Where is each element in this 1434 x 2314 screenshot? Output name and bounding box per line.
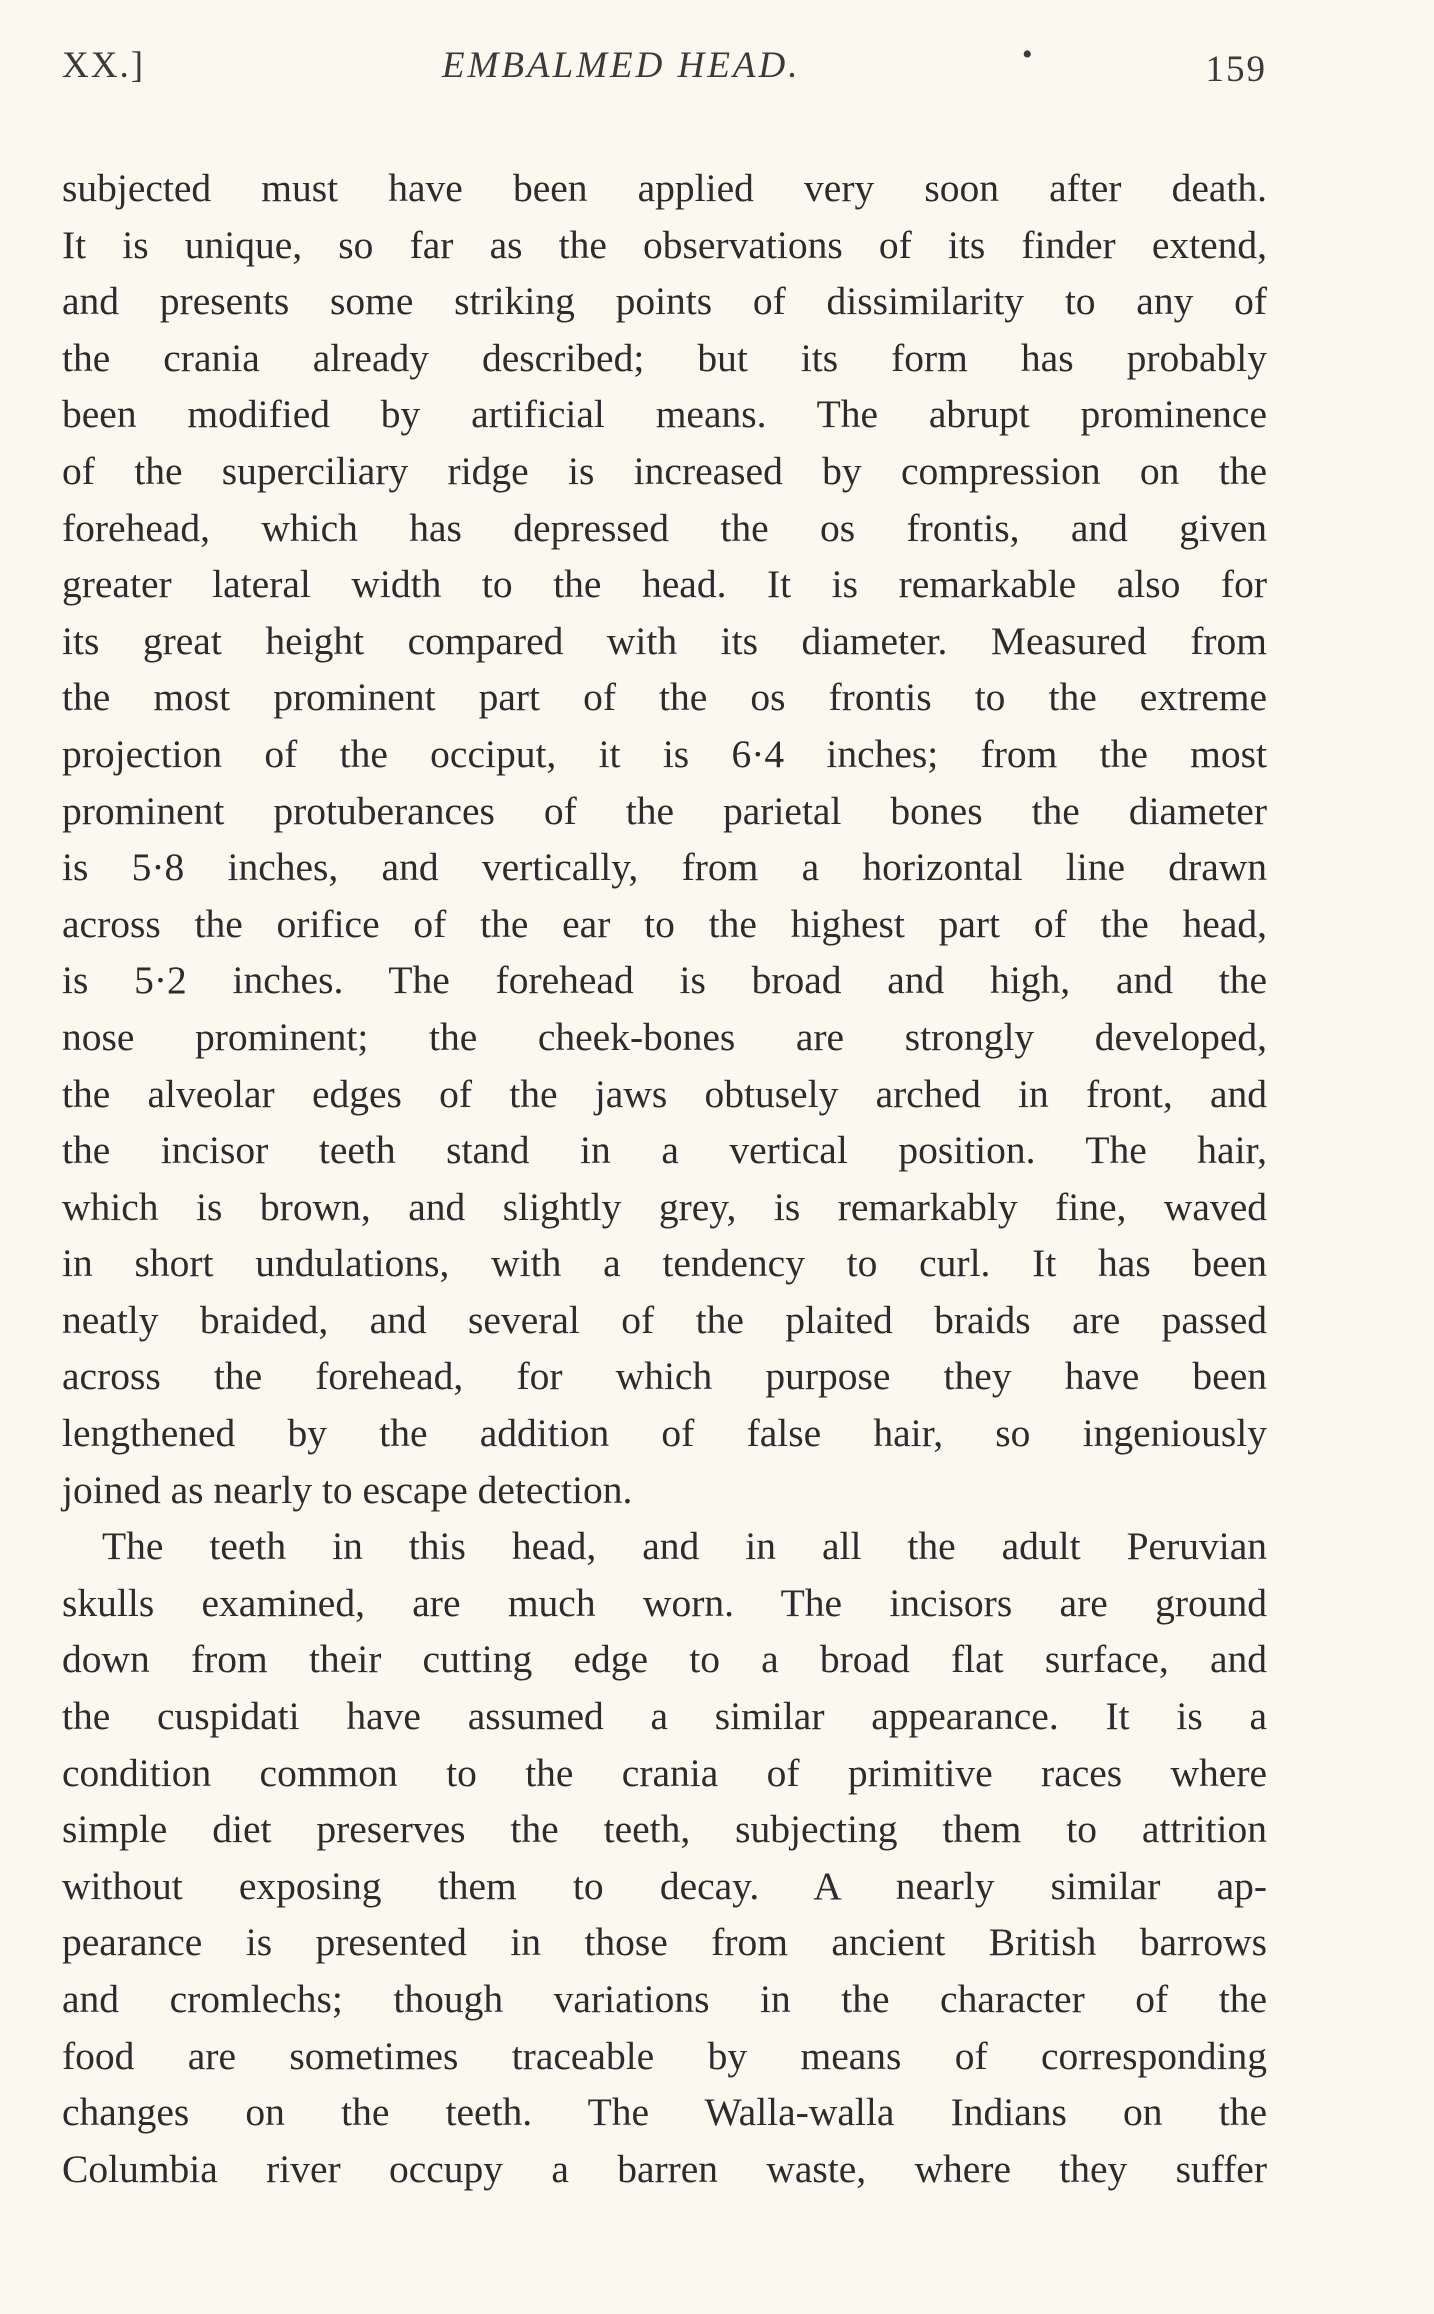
text-line: simple diet preserves the teeth, subjecting them to attrition — [62, 1807, 1267, 1852]
text-line: subjected must have been applied very soon after death. — [62, 166, 1267, 210]
text-line: the most prominent part of the os frontis to the extreme — [62, 675, 1267, 720]
paragraph — [62, 160, 1267, 1518]
text-line: the crania already described; but its form has probably — [62, 335, 1267, 380]
text-line: which is brown, and slightly grey, is remarkably fine, waved — [62, 1184, 1267, 1229]
text-line: neatly braided, and several of the plaited braids are passed — [62, 1297, 1267, 1342]
text-line: The teeth in this head, and in all the adult Peruvian — [102, 1524, 1267, 1569]
text-line: the alveolar edges of the jaws obtusely arched in front, and — [62, 1071, 1267, 1116]
text-line: is 5·8 inches, and vertically, from a horizontal line drawn — [62, 845, 1267, 890]
text-line: pearance is presented in those from ancient British barrows — [62, 1920, 1267, 1965]
text-line: food are sometimes traceable by means of corresponding — [62, 2033, 1267, 2078]
text-line: lengthened by the addition of false hair, so ingeniously — [62, 1411, 1267, 1456]
printer-mark: • — [1022, 38, 1035, 71]
text-line: It is unique, so far as the observations of its finder extend, — [62, 222, 1267, 267]
text-line: without exposing them to decay. A nearly similar ap- — [62, 1863, 1267, 1908]
text-line: condition common to the crania of primitive races where — [62, 1750, 1267, 1795]
chapter-number: XX.] — [62, 45, 146, 86]
text-line: its great height compared with its diameter. Measured from — [62, 618, 1267, 663]
text-line: joined as nearly to escape detection. — [62, 1467, 633, 1512]
body-text — [62, 160, 1267, 2197]
text-line: greater lateral width to the head. It is remarkable also for — [62, 562, 1267, 607]
text-line: the cuspidati have assumed a similar appearance. It is a — [62, 1694, 1267, 1739]
text-line: in short undulations, with a tendency to curl. It has been — [62, 1241, 1267, 1286]
text-line: the incisor teeth stand in a vertical position. The hair, — [62, 1128, 1267, 1173]
text-line: Columbia river occupy a barren waste, where they suffer — [62, 2146, 1267, 2191]
page-number: 159 — [1205, 49, 1267, 90]
text-line: and presents some striking points of dissimilarity to any of — [62, 279, 1267, 324]
text-line: skulls examined, are much worn. The incisors are ground — [62, 1580, 1267, 1625]
text-line: changes on the teeth. The Walla-walla Indians on the — [62, 2090, 1267, 2135]
text-line: forehead, which has depressed the os frontis, and given — [62, 505, 1267, 550]
text-line: down from their cutting edge to a broad flat surface, and — [62, 1637, 1267, 1682]
text-line: across the orifice of the ear to the highest part of the head, — [62, 901, 1267, 946]
running-head — [62, 40, 1267, 100]
text-line: is 5·2 inches. The forehead is broad and high, and the — [62, 958, 1267, 1003]
paragraph — [62, 1518, 1267, 2197]
text-line: been modified by artificial means. The abrupt prominence — [62, 392, 1267, 437]
text-line: projection of the occiput, it is 6·4 inches; from the most — [62, 731, 1267, 776]
text-line: prominent protuberances of the parietal bones the diameter — [62, 788, 1267, 833]
book-page — [62, 40, 1267, 2197]
text-line: of the superciliary ridge is increased by compression on the — [62, 448, 1267, 493]
text-line: across the forehead, for which purpose they have been — [62, 1354, 1267, 1399]
running-title: EMBALMED HEAD. — [442, 45, 801, 86]
text-line: nose prominent; the cheek-bones are strongly developed, — [62, 1014, 1267, 1059]
text-line: and cromlechs; though variations in the character of the — [62, 1977, 1267, 2021]
